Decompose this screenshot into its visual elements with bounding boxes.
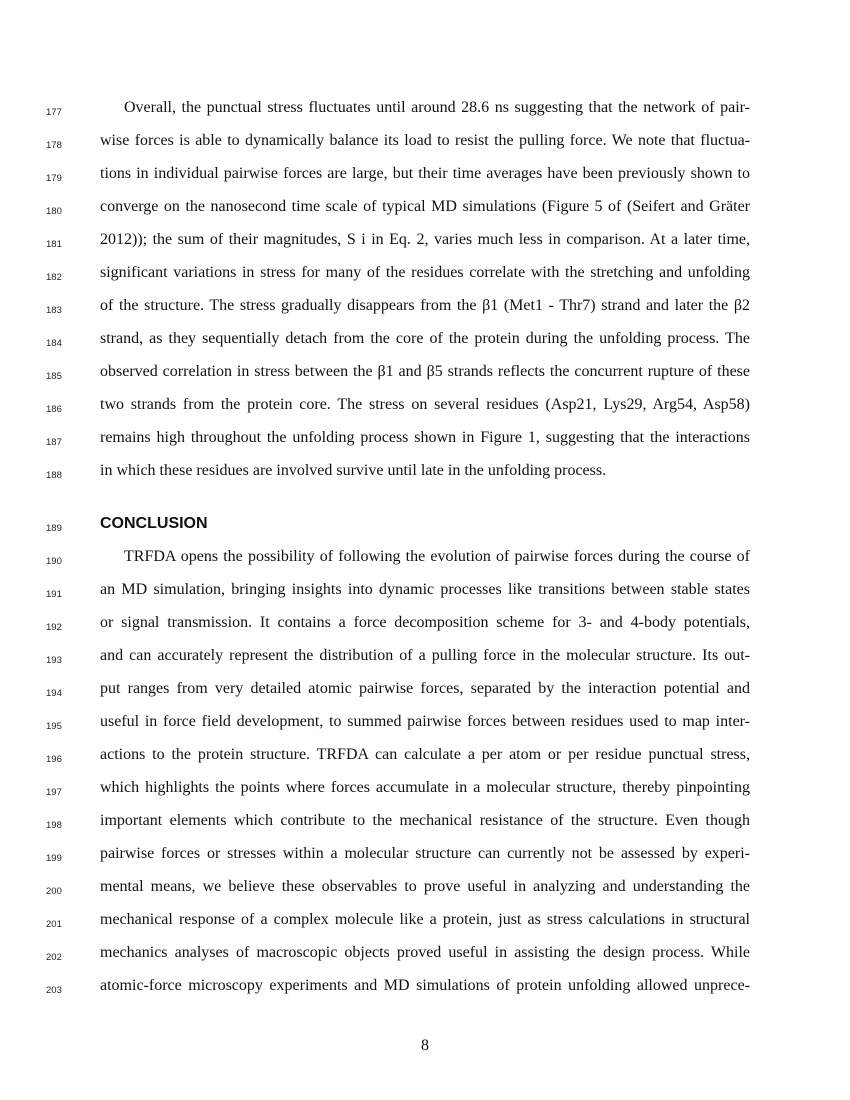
line-number: 191	[46, 589, 62, 600]
line-number: 194	[46, 688, 62, 699]
line-text: of the structure. The stress gradually disappears from the β1 (Met1 - Thr7) strand and later the β2	[100, 297, 750, 314]
line-text: Overall, the punctual stress fluctuates until around 28.6 ns suggesting that the network of pair-	[124, 99, 750, 116]
line-text: wise forces is able to dynamically balance its load to resist the pulling force. We note that fluctua-	[100, 132, 750, 149]
line-number: 192	[46, 622, 62, 633]
line-text: observed correlation in stress between the β1 and β5 strands reflects the concurrent rupture of these	[100, 363, 750, 380]
line-number: 181	[46, 239, 62, 250]
text-line	[0, 457, 850, 490]
line-number: 180	[46, 206, 62, 217]
line-number: 177	[46, 107, 62, 118]
line-number: 190	[46, 556, 62, 567]
section-heading: CONCLUSION	[100, 515, 208, 532]
line-number: 195	[46, 721, 62, 732]
line-text: remains high throughout the unfolding process shown in Figure 1, suggesting that the interactions	[100, 429, 750, 446]
text-line	[0, 675, 850, 708]
line-text: 2012)); the sum of their magnitudes, S i in Eq. 2, varies much less in comparison. At a later time,	[100, 231, 750, 248]
line-number: 193	[46, 655, 62, 666]
line-text: useful in force field development, to summed pairwise forces between residues used to map inter-	[100, 713, 750, 730]
line-text: pairwise forces or stresses within a molecular structure can currently not be assessed by experi-	[100, 845, 750, 862]
text-line	[0, 609, 850, 642]
line-number: 184	[46, 338, 62, 349]
line-text: atomic-force microscopy experiments and MD simulations of protein unfolding allowed unprece-	[100, 977, 750, 994]
text-line	[0, 391, 850, 424]
line-text: or signal transmission. It contains a force decomposition scheme for 3- and 4-body potentials,	[100, 614, 750, 631]
line-number: 202	[46, 952, 62, 963]
line-number: 199	[46, 853, 62, 864]
text-line	[0, 424, 850, 457]
line-text: significant variations in stress for many of the residues correlate with the stretching and unfolding	[100, 264, 750, 281]
text-line	[0, 576, 850, 609]
line-number: 183	[46, 305, 62, 316]
line-text: put ranges from very detailed atomic pairwise forces, separated by the interaction potential and	[100, 680, 750, 697]
line-text: TRFDA opens the possibility of following the evolution of pairwise forces during the course of	[124, 548, 750, 565]
line-number: 200	[46, 886, 62, 897]
line-text: and can accurately represent the distribution of a pulling force in the molecular structure. Its out-	[100, 647, 750, 664]
text-line	[0, 127, 850, 160]
page-number: 8	[421, 1037, 429, 1054]
line-text: mechanics analyses of macroscopic objects proved useful in assisting the design process. While	[100, 944, 750, 961]
text-line	[0, 193, 850, 226]
text-line	[0, 160, 850, 193]
line-number: 187	[46, 437, 62, 448]
text-line	[0, 325, 850, 358]
text-line	[0, 358, 850, 391]
text-line	[0, 94, 850, 127]
line-number: 197	[46, 787, 62, 798]
line-number: 203	[46, 985, 62, 996]
text-line	[0, 741, 850, 774]
line-number: 201	[46, 919, 62, 930]
text-line	[0, 873, 850, 906]
line-text: two strands from the protein core. The stress on several residues (Asp21, Lys29, Arg54, Asp58)	[100, 396, 750, 413]
text-line	[0, 972, 850, 1005]
line-number: 196	[46, 754, 62, 765]
text-line	[0, 840, 850, 873]
line-number: 186	[46, 404, 62, 415]
section-heading-line	[0, 510, 850, 543]
line-number: 188	[46, 470, 62, 481]
text-line	[0, 259, 850, 292]
line-text: mental means, we believe these observables to prove useful in analyzing and understanding the	[100, 878, 750, 895]
line-text: in which these residues are involved survive until late in the unfolding process.	[100, 462, 607, 479]
text-line	[0, 939, 850, 972]
line-number: 182	[46, 272, 62, 283]
line-text: which highlights the points where forces accumulate in a molecular structure, thereby pinpointing	[100, 779, 750, 796]
text-line	[0, 807, 850, 840]
text-line	[0, 543, 850, 576]
line-number: 179	[46, 173, 62, 184]
text-line	[0, 642, 850, 675]
line-text: mechanical response of a complex molecule like a protein, just as stress calculations in structural	[100, 911, 750, 928]
line-number: 189	[46, 523, 62, 534]
line-text: converge on the nanosecond time scale of typical MD simulations (Figure 5 of (Seifert and Gräter	[100, 198, 750, 215]
text-line	[0, 906, 850, 939]
line-text: important elements which contribute to the mechanical resistance of the structure. Even though	[100, 812, 750, 829]
line-number: 198	[46, 820, 62, 831]
line-text: strand, as they sequentially detach from the core of the protein during the unfolding process. The	[100, 330, 750, 347]
line-text: actions to the protein structure. TRFDA can calculate a per atom or per residue punctual stress,	[100, 746, 750, 763]
text-line	[0, 226, 850, 259]
line-text: an MD simulation, bringing insights into dynamic processes like transitions between stable states	[100, 581, 750, 598]
line-number: 185	[46, 371, 62, 382]
line-number: 178	[46, 140, 62, 151]
text-line	[0, 292, 850, 325]
text-line	[0, 774, 850, 807]
line-text: tions in individual pairwise forces are large, but their time averages have been previously shown to	[100, 165, 750, 182]
text-line	[0, 708, 850, 741]
